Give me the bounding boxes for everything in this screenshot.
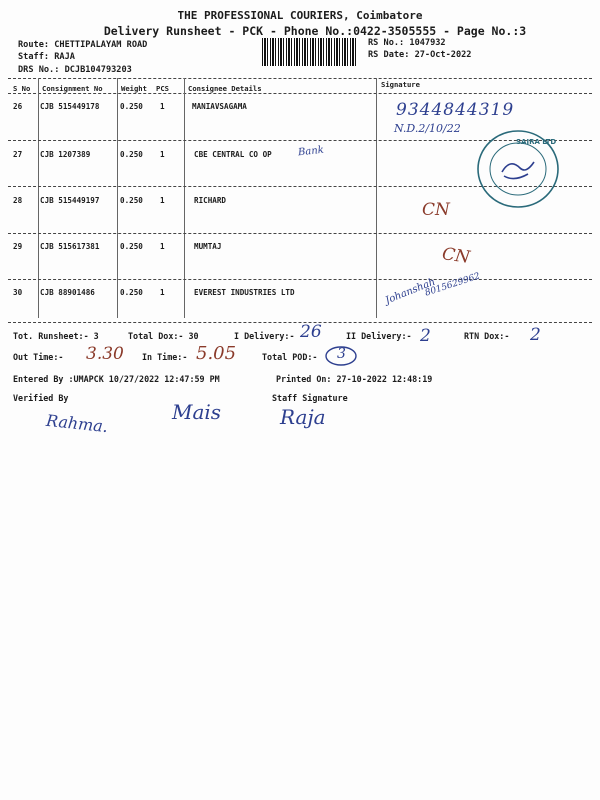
row-weight: 0.250 <box>120 150 143 159</box>
verified-by-label: Verified By <box>13 393 69 403</box>
company-title: THE PROFESSIONAL COURIERS, Coimbatore <box>177 9 423 22</box>
total-dox: Total Dox:- 30 <box>128 331 199 341</box>
row-weight: 0.250 <box>120 196 143 205</box>
row-consignee: CBE CENTRAL CO OP <box>194 150 272 159</box>
staff-signature-label: Staff Signature <box>272 393 348 403</box>
printed-on: Printed On: 27-10-2022 12:48:19 <box>276 374 433 384</box>
stamp-scribble <box>502 162 534 179</box>
handwritten-phone: 8015629962 <box>423 271 482 299</box>
handwritten-phone: 9344844319 <box>396 100 515 120</box>
total-runsheet: Tot. Runsheet:- 3 <box>13 331 99 341</box>
in-time-value: 5.05 <box>196 343 237 364</box>
row-consignment: CJB 515449197 <box>40 196 100 205</box>
row-sno: 26 <box>13 102 23 111</box>
row-rule <box>8 279 592 280</box>
row-pcs: 1 <box>160 102 165 111</box>
row-sno: 28 <box>13 196 23 205</box>
handwritten-name: Johanshah <box>383 276 437 307</box>
entered-by: Entered By :UMAPCK 10/27/2022 12:47:59 PM <box>13 374 220 384</box>
rtn-dox-value: 2 <box>530 325 541 345</box>
row-sno: 30 <box>13 288 23 297</box>
col-header-signature: Signature <box>381 80 420 89</box>
col-header-weight: Weight <box>121 84 147 93</box>
handwritten-cn: CN <box>440 244 472 268</box>
rs-number: RS No.: 1047932 <box>368 38 446 48</box>
company-stamp <box>472 126 564 212</box>
col-divider <box>376 78 377 318</box>
col-divider <box>184 78 185 318</box>
col-header-pcs: PCS <box>156 84 169 93</box>
row-weight: 0.250 <box>120 102 143 111</box>
row-pcs: 1 <box>160 242 165 251</box>
row-weight: 0.250 <box>120 288 143 297</box>
row-consignment: CJB 1207389 <box>40 150 91 159</box>
row-pcs: 1 <box>160 288 165 297</box>
handwritten-note: N.D.2/10/22 <box>394 122 461 135</box>
row-sno: 27 <box>13 150 23 159</box>
stamp-inner-ring <box>490 143 546 195</box>
barcode <box>262 38 358 66</box>
rs-date: RS Date: 27-Oct-2022 <box>368 50 472 60</box>
total-pod-value: 3 <box>337 346 346 362</box>
row-pcs: 1 <box>160 150 165 159</box>
table-top-rule <box>8 78 592 79</box>
ii-delivery-value: 2 <box>420 326 431 346</box>
stamp-text: SAIRA LTD <box>516 138 557 146</box>
table-header-rule <box>8 93 592 94</box>
verified-signature: Rahma. <box>45 410 109 437</box>
row-consignee: MUMTAJ <box>194 242 222 251</box>
col-divider <box>117 78 118 318</box>
handwritten-note: Bank <box>297 144 325 159</box>
middle-signature: Mais <box>172 400 222 424</box>
total-pod-label: Total POD:- <box>262 352 318 362</box>
row-consignee: MANIAVSAGAMA <box>192 102 247 111</box>
ii-delivery-label: II Delivery:- <box>346 331 412 341</box>
row-weight: 0.250 <box>120 242 143 251</box>
row-consignment: CJB 88901486 <box>40 288 95 297</box>
rtn-dox-label: RTN Dox:- <box>464 331 510 341</box>
row-pcs: 1 <box>160 196 165 205</box>
route-label: Route: CHETTIPALAYAM ROAD <box>18 40 148 50</box>
row-rule <box>8 233 592 234</box>
row-consignment: CJB 515449178 <box>40 102 100 111</box>
out-time-value: 3.30 <box>86 344 124 364</box>
row-consignee: EVEREST INDUSTRIES LTD <box>194 288 295 297</box>
in-time-label: In Time:- <box>142 352 188 362</box>
i-delivery-label: I Delivery:- <box>234 331 295 341</box>
col-divider <box>38 78 39 318</box>
col-header-sno: S No <box>13 84 31 93</box>
row-consignee: RICHARD <box>194 196 227 205</box>
staff-signature: Raja <box>280 405 326 429</box>
runsheet-title: Delivery Runsheet - PCK - Phone No.:0422-3505555 - Page No.:3 <box>103 24 527 38</box>
handwritten-cn: CN <box>422 200 450 220</box>
i-delivery-value: 26 <box>300 322 322 342</box>
row-consignment: CJB 515617381 <box>40 242 100 251</box>
drs-number: DRS No.: DCJB104793203 <box>18 65 132 75</box>
col-header-consignee: Consignee Details <box>188 84 262 93</box>
out-time-label: Out Time:- <box>13 352 64 362</box>
staff-label: Staff: RAJA <box>18 52 75 62</box>
col-header-consignment: Consignment No <box>42 84 103 93</box>
row-sno: 29 <box>13 242 23 251</box>
